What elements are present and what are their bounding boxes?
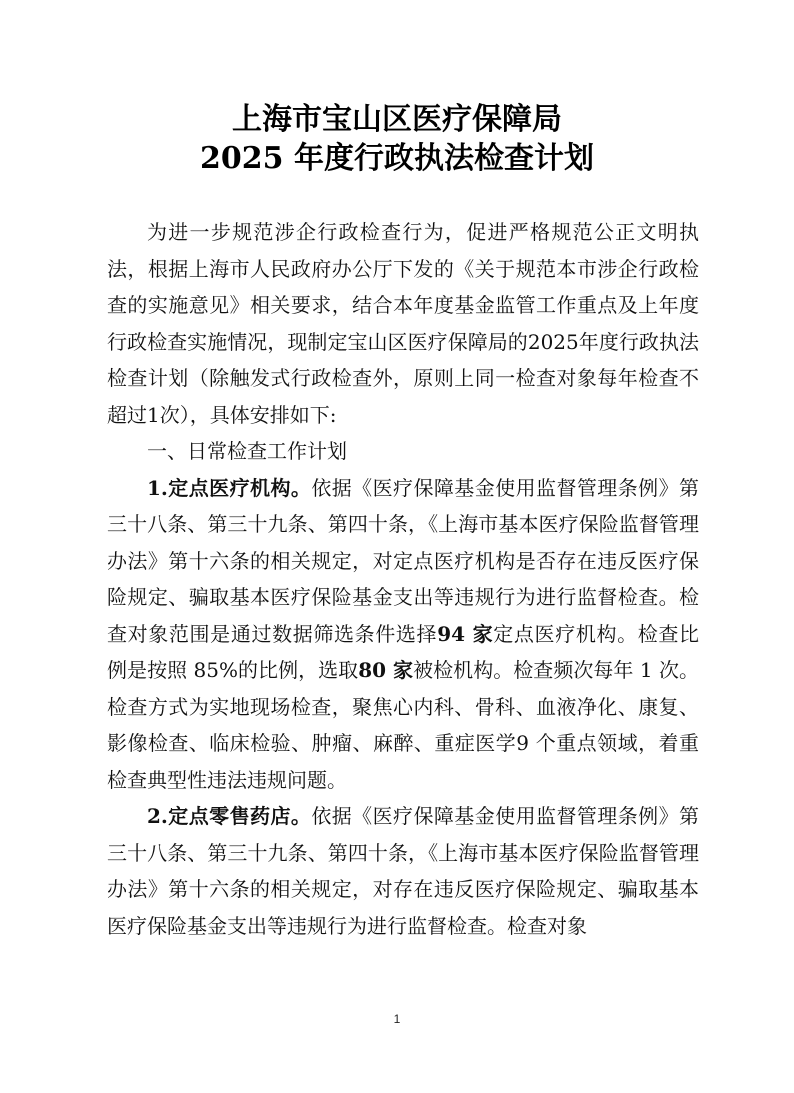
item1-count-inspected: 80 家 [358,658,414,682]
document-title-line1: 上海市宝山区医疗保障局 [232,102,562,137]
item1-paragraph [107,470,699,799]
item1-text-c: 被检机构。检查频次每年 1 次。检查方式为实地现场检查，聚焦心内科、骨科、血液净化、康复、影像检查、临床检验、肿瘤、麻醉、重症医学9 个重点领域，着重检查典型性违法违规问题。 [107,658,700,792]
item2-paragraph [107,798,699,944]
item1-text-b: 定点医疗机构。检查比例是按照 85%的比例，选取 [107,621,700,682]
item1-label: 1.定点医疗机构。 [147,475,312,500]
item2-text-a: 依据《医疗保障基金使用监督管理条例》第三十八条、第三十九条、第四十条，《上海市基本医疗保险监督管理办法》第十六条的相关规定，对存在违反医疗保险规定、骗取基本医疗保险基金支出等违规行为进行监督检查。检查对象 [107,804,700,938]
intro-paragraph: 为进一步规范涉企行政检查行为，促进严格规范公正文明执法，根据上海市人民政府办公厅下发的《关于规范本市涉企行政检查的实施意见》相关要求，结合本年度基金监管工作重点及上年度行政检查实施情况，现制定宝山区医疗保障局的2025年度行政执法检查计划（除触发式行政检查外，原则上同一检查对象每年检查不超过1次），具体安排如下: [107,220,699,427]
item1-text-a: 依据《医疗保障基金使用监督管理条例》第三十八条、第三十九条、第四十条，《上海市基本医疗保险监督管理办法》第十六条的相关规定，对定点医疗机构是否存在违反医疗保险规定、骗取基本医疗保险基金支出等违规行为进行监督检查。检查对象范围是通过数据筛选条件选择 [107,475,700,646]
document-title-line2: 2025 年度行政执法检查计划 [200,141,594,176]
section1-heading: 一、日常检查工作计划 [147,439,347,463]
page-number: 1 [393,1012,401,1026]
item2-label: 2.定点零售药店。 [147,804,312,828]
document-body [107,214,699,944]
item1-count-selected: 94 家 [437,621,494,646]
